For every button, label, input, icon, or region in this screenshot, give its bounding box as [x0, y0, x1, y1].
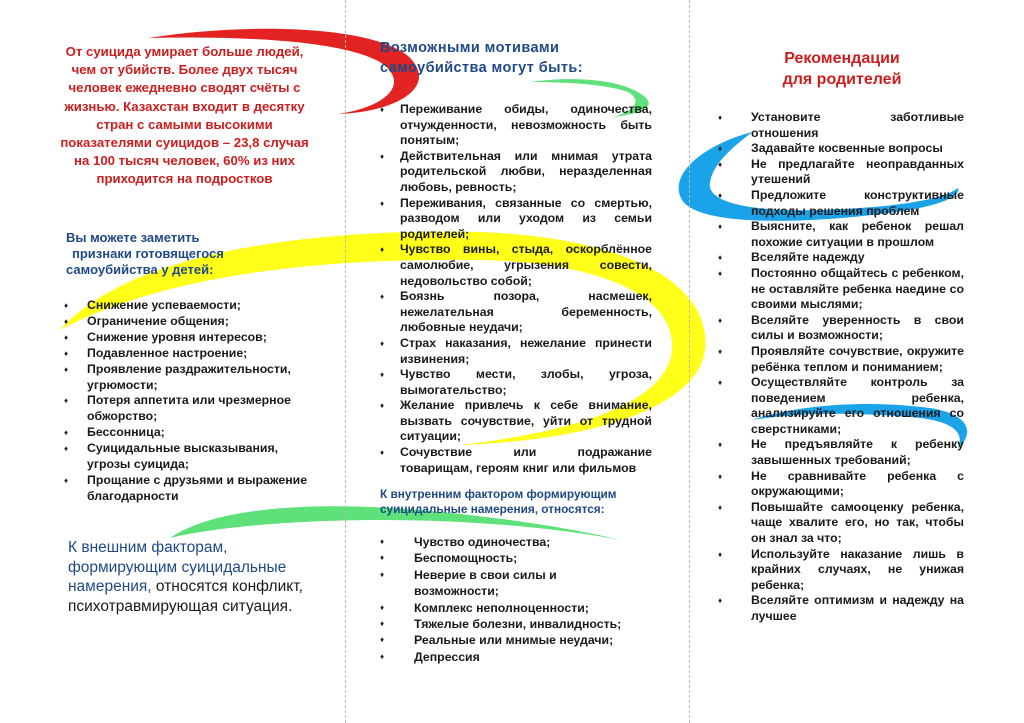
external-text: относятся конфликт, психотравмирующая ситуация. — [68, 578, 303, 615]
list-item: ♦ Вселяйте надежду — [714, 250, 964, 266]
list-item: ♦ Переживания, связанные со смертью, разводом или уходом из семьи родителей; — [378, 196, 652, 243]
list-item: ♦ Потеря аппетита или чрезмерное обжорство; — [64, 393, 314, 425]
motives-heading-line1: Возможными мотивами — [380, 40, 560, 56]
list-item: ♦ Комплекс неполноценности; — [378, 600, 640, 616]
list-item: ♦ Установите заботливые отношения — [714, 110, 964, 141]
list-item: ♦ Чувство одиночества; — [378, 534, 640, 550]
right-panel — [690, 0, 1024, 723]
list-item: ♦ Переживание обиды, одиночества, отчужденности, невозможность быть понятым; — [378, 102, 652, 149]
list-item: ♦ Чувство мести, злобы, угроза, вымогательство; — [378, 367, 652, 398]
list-item: ♦ Реальные или мнимые неудачи; — [378, 632, 640, 648]
list-item: ♦ Сочувствие или подражание товарищам, героям книг или фильмов — [378, 445, 652, 476]
signs-heading-line1: Вы можете заметить — [66, 230, 200, 245]
left-panel — [0, 0, 345, 723]
list-item: ♦ Вселяйте уверенность в свои силы и возможности; — [714, 313, 964, 344]
list-item: ♦ Вселяйте оптимизм и надежду на лучшее — [714, 593, 964, 624]
recs-heading-line1: Рекомендации — [784, 50, 900, 67]
list-item: ♦ Действительная или мнимая утрата родительской любви, неразделенная любовь, ревность; — [378, 149, 652, 196]
list-item: ♦ Бессонница; — [64, 425, 314, 441]
list-item: ♦ Боязнь позора, насмешек, нежелательная беременность, любовные неудачи; — [378, 289, 652, 336]
middle-panel — [346, 0, 689, 723]
list-item: ♦ Используйте наказание лишь в крайних случаях, не унижая ребенка; — [714, 547, 964, 594]
list-item: ♦ Тяжелые болезни, инвалидность; — [378, 616, 640, 632]
signs-list — [64, 298, 314, 505]
list-item: ♦ Задавайте косвенные вопросы — [714, 141, 964, 157]
signs-heading-line3: самоубийства у детей: — [66, 262, 214, 277]
list-item: ♦ Суицидальные высказывания, угрозы суицида; — [64, 441, 314, 473]
list-item: ♦ Постоянно общайтесь с ребенком, не оставляйте ребенка наедине со своими мыслями; — [714, 266, 964, 313]
motives-heading-line2: самоубийства могут быть: — [380, 60, 583, 76]
external-factors-paragraph — [68, 538, 323, 616]
signs-heading-line2: признаки готовящегося — [72, 246, 224, 261]
list-item: ♦ Снижение успеваемости; — [64, 298, 314, 314]
list-item: ♦ Ограничение общения; — [64, 314, 314, 330]
list-item: ♦ Предложите конструктивные подходы решения проблем — [714, 188, 964, 219]
signs-heading — [66, 230, 286, 278]
list-item: ♦ Неверие в свои силы и возможности; — [378, 567, 640, 600]
intro-text: От суицида умирает больше людей, чем от убийств. Более двух тысяч человек ежедневно сводят счёты с жизнью. Казахстан входит в десятку стран с самыми высокими показателями суицидов – 23,8 случая на 100 тысяч человек, 60% из них приходится на подростков — [60, 44, 309, 187]
list-item: ♦ Желание привлечь к себе внимание, вызвать сочувствие, уйти от трудной ситуации; — [378, 398, 652, 445]
list-item: ♦ Подавленное настроение; — [64, 346, 314, 362]
list-item: ♦ Выясните, как ребенок решал похожие ситуации в прошлом — [714, 219, 964, 250]
external-heading: К внешним факторам, формирующим суицидальные намерения, — [68, 539, 287, 595]
list-item: ♦ Депрессия — [378, 649, 640, 665]
internal-factors-heading: К внутренним фактором формирующим суицидальные намерения, относятся: — [380, 487, 617, 516]
list-item: ♦ Снижение уровня интересов; — [64, 330, 314, 346]
recs-heading-line2: для родителей — [782, 71, 902, 88]
list-item: ♦ Не предъявляйте к ребенку завышенных требований; — [714, 437, 964, 468]
list-item: ♦ Повышайте самооценку ребенка, чаще хвалите его, но так, чтобы он знал за что; — [714, 500, 964, 547]
list-item: ♦ Не предлагайте неоправданных утешений — [714, 157, 964, 188]
list-item: ♦ Не сравнивайте ребенка с окружающими; — [714, 469, 964, 500]
list-item: ♦ Прощание с друзьями и выражение благодарности — [64, 473, 314, 505]
list-item: ♦ Осуществляйте контроль за поведением ребенка, анализируйте его отношения со сверстниками; — [714, 375, 964, 437]
list-item: ♦ Беспомощность; — [378, 550, 640, 566]
list-item: ♦ Проявление раздражительности, угрюмости; — [64, 362, 314, 394]
list-item: ♦ Чувство вины, стыда, оскорблённое самолюбие, угрызения совести, недовольство собой; — [378, 242, 652, 289]
list-item: ♦ Проявляйте сочувствие, окружите ребёнка теплом и пониманием; — [714, 344, 964, 375]
list-item: ♦ Страх наказания, нежелание принести извинения; — [378, 336, 652, 367]
